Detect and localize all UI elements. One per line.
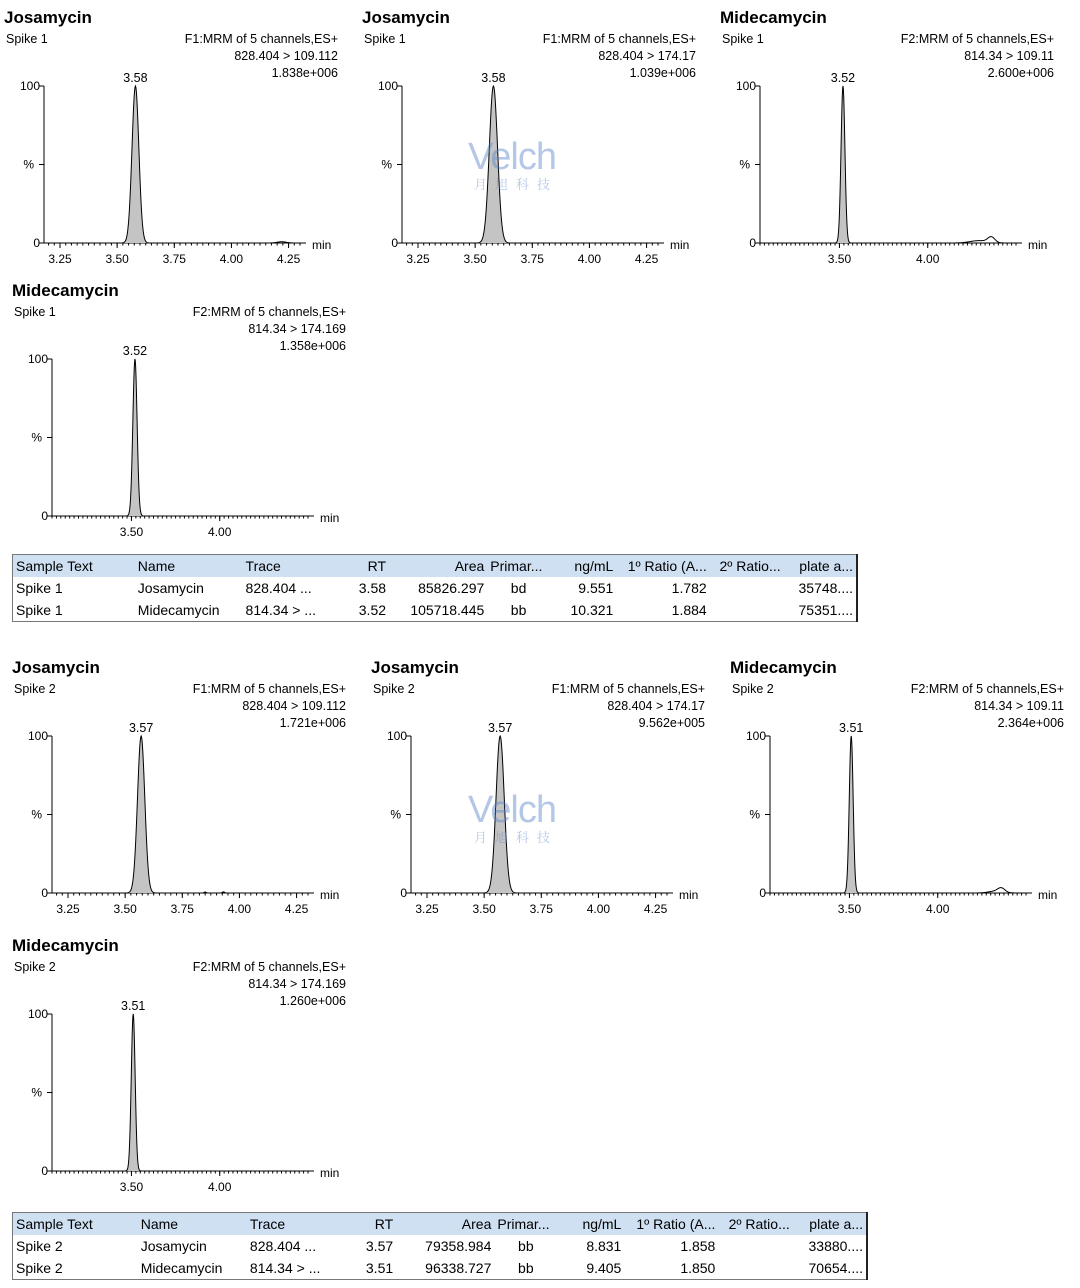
chromatogram-svg — [0, 5, 345, 265]
peak-area — [120, 86, 151, 243]
x-tick-label: 3.50 — [472, 902, 496, 916]
column-header[interactable]: plate a... — [784, 555, 857, 578]
table-cell — [710, 599, 784, 622]
y-tick-label: 0 — [41, 886, 48, 900]
x-axis-label: min — [1038, 888, 1058, 902]
x-tick-label: 4.00 — [219, 252, 244, 266]
channel-info-line: 814.34 > 174.169 — [248, 322, 346, 336]
table-header — [13, 1213, 868, 1236]
x-tick-label: 4.00 — [227, 902, 252, 916]
watermark-chinese-text: 月旭科技 — [474, 177, 559, 192]
table-row[interactable] — [13, 577, 858, 599]
y-axis-label: % — [390, 807, 401, 822]
channel-info-line: 1.721e+006 — [279, 716, 346, 730]
x-tick-label: 3.75 — [170, 902, 194, 916]
table-cell: 828.404 ... — [249, 1238, 317, 1254]
column-header[interactable]: ng/mL — [550, 555, 616, 578]
channel-info-line: 1.039e+006 — [629, 66, 696, 80]
y-tick-label: 100 — [377, 79, 398, 93]
y-tick-label: 100 — [386, 729, 407, 743]
y-axis-label: % — [23, 157, 34, 172]
chromatogram-panel — [726, 655, 1071, 915]
y-tick-label: 0 — [41, 509, 48, 523]
x-axis-label: min — [679, 888, 699, 902]
table-cell: 9.405 — [586, 1260, 622, 1276]
channel-info-line: 9.562e+005 — [638, 716, 705, 730]
chromatogram-panel — [8, 655, 353, 915]
chart-title: Josamycin — [12, 658, 100, 677]
chromatogram-trace — [44, 86, 300, 243]
chart-subtitle: Spike 2 — [14, 960, 56, 974]
table-cell: 75351.... — [798, 602, 853, 618]
table-cell: 1.782 — [671, 580, 707, 596]
x-axis-label: min — [320, 511, 340, 525]
x-tick-label: 4.00 — [586, 902, 611, 916]
column-header[interactable]: Area — [396, 1213, 494, 1236]
channel-info-line: 814.34 > 174.169 — [248, 977, 346, 991]
chromatogram-panel — [8, 933, 353, 1193]
table-header-row — [13, 555, 858, 578]
table-header-row — [13, 1213, 868, 1236]
x-tick-label: 3.50 — [119, 1180, 144, 1194]
x-axis-label: min — [320, 888, 340, 902]
channel-info-line: F2:MRM of 5 channels,ES+ — [192, 960, 346, 974]
column-header[interactable]: plate a... — [793, 1213, 867, 1236]
chart-title: Midecamycin — [12, 281, 119, 300]
y-tick-label: 0 — [41, 1164, 48, 1178]
table-cell: 1.858 — [680, 1238, 716, 1254]
peak-area — [482, 736, 519, 893]
table-cell: Spike 1 — [16, 602, 63, 618]
column-header[interactable]: Name — [138, 1213, 247, 1236]
chromatogram-svg — [358, 5, 703, 265]
table-cell: 79358.984 — [425, 1238, 492, 1254]
channel-info-line: 828.404 > 174.17 — [607, 699, 705, 713]
x-tick-label: 3.25 — [415, 902, 439, 916]
table-cell: 10.321 — [570, 602, 614, 618]
chromatogram-panel — [358, 5, 703, 265]
y-tick-label: 100 — [27, 729, 48, 743]
y-axis-label: % — [739, 157, 750, 172]
column-header[interactable]: Sample Text — [13, 555, 135, 578]
channel-info-line: F1:MRM of 5 channels,ES+ — [184, 32, 338, 46]
chromatogram-panel — [0, 5, 345, 265]
watermark-chinese-text: 月旭科技 — [474, 830, 559, 845]
table-row[interactable] — [13, 1257, 868, 1280]
column-header[interactable]: RT — [338, 555, 389, 578]
watermark-logo-text: Velch — [468, 136, 556, 178]
x-tick-label: 3.75 — [520, 252, 544, 266]
y-axis-label: % — [749, 807, 760, 822]
table-row[interactable] — [13, 599, 858, 622]
channel-info-line: 828.404 > 174.17 — [598, 49, 696, 63]
channel-info-line: 828.404 > 109.112 — [234, 49, 338, 63]
chart-title: Midecamycin — [720, 8, 827, 27]
y-axis-label: % — [381, 157, 392, 172]
peak-rt-label: 3.51 — [839, 721, 864, 735]
table-cell: 105718.445 — [410, 602, 485, 618]
table-cell: bb — [518, 1260, 534, 1276]
channel-info-line: 2.600e+006 — [987, 66, 1054, 80]
peak-rt-label: 3.57 — [128, 721, 154, 735]
channel-info-line: F1:MRM of 5 channels,ES+ — [192, 682, 346, 696]
y-axis-label: % — [31, 430, 42, 445]
y-axis-label: % — [31, 807, 42, 822]
channel-info-line: 814.34 > 109.11 — [974, 699, 1064, 713]
chromatogram-svg — [726, 655, 1071, 915]
chart-subtitle: Spike 2 — [373, 682, 415, 696]
table-cell: 9.551 — [578, 580, 614, 596]
x-tick-label: 4.25 — [284, 902, 309, 916]
chromatogram-svg — [8, 278, 353, 538]
chart-subtitle: Spike 1 — [6, 32, 48, 46]
peak-area — [842, 736, 859, 893]
chromatogram-trace — [52, 359, 308, 516]
chart-subtitle: Spike 1 — [364, 32, 406, 46]
table-cell: 3.52 — [358, 602, 387, 618]
channel-info-line: 1.260e+006 — [279, 994, 346, 1008]
chromatogram-panel — [8, 278, 353, 538]
y-tick-label: 100 — [27, 352, 48, 366]
peak-area — [125, 736, 158, 893]
channel-info-line: 2.364e+006 — [997, 716, 1064, 730]
table-cell: 828.404 ... — [245, 580, 312, 596]
peak-area — [834, 86, 851, 243]
x-axis-label: min — [670, 238, 690, 252]
y-tick-label: 100 — [19, 79, 40, 93]
column-header[interactable]: Primar... — [487, 555, 550, 578]
table-header — [13, 555, 858, 578]
channel-info-line: F2:MRM of 5 channels,ES+ — [900, 32, 1054, 46]
column-header[interactable]: Primar... — [494, 1213, 557, 1236]
table-cell: 35748.... — [798, 580, 853, 596]
table-cell: Midecamycin — [140, 1260, 223, 1276]
column-header[interactable]: ng/mL — [557, 1213, 624, 1236]
x-tick-label: 4.00 — [208, 525, 232, 539]
column-header[interactable]: RT — [344, 1213, 396, 1236]
channel-info-line: F1:MRM of 5 channels,ES+ — [551, 682, 705, 696]
table-body — [13, 1235, 868, 1280]
chromatogram-panel — [716, 5, 1061, 265]
x-tick-label: 3.75 — [162, 252, 186, 266]
table-cell: 70654.... — [808, 1260, 863, 1276]
x-tick-label: 3.25 — [56, 902, 80, 916]
y-tick-label: 0 — [400, 886, 407, 900]
x-axis-label: min — [1028, 238, 1048, 252]
column-header[interactable]: 1º Ratio (A... — [624, 1213, 718, 1236]
y-axis-label: % — [31, 1085, 42, 1100]
peak-area — [125, 359, 144, 516]
table-cell: bd — [510, 580, 527, 596]
y-tick-label: 100 — [745, 729, 766, 743]
x-tick-label: 3.50 — [463, 252, 487, 266]
column-header[interactable]: Sample Text — [13, 1213, 138, 1236]
table-cell: 814.34 > ... — [249, 1260, 321, 1276]
y-tick-label: 0 — [749, 236, 756, 250]
results-table — [12, 1212, 868, 1280]
channel-info-line: 814.34 > 109.11 — [964, 49, 1054, 63]
column-header[interactable]: Area — [389, 555, 487, 578]
x-tick-label: 4.25 — [634, 252, 659, 266]
peak-rt-label: 3.51 — [121, 999, 146, 1013]
x-tick-label: 4.25 — [643, 902, 668, 916]
chart-title: Midecamycin — [12, 936, 119, 955]
x-tick-label: 3.50 — [837, 902, 862, 916]
table-cell — [718, 1235, 792, 1257]
channel-info-line: 1.358e+006 — [279, 339, 346, 353]
chart-title: Josamycin — [362, 8, 450, 27]
chart-subtitle: Spike 2 — [732, 682, 774, 696]
peak-rt-label: 3.58 — [123, 71, 148, 85]
table-cell: 814.34 > ... — [245, 602, 316, 618]
table-cell: 1.884 — [671, 602, 707, 618]
x-tick-label: 3.25 — [406, 252, 430, 266]
channel-info-line: 1.838e+006 — [271, 66, 338, 80]
table-cell: 3.51 — [365, 1260, 394, 1276]
x-tick-label: 4.00 — [926, 902, 950, 916]
x-tick-label: 4.00 — [916, 252, 940, 266]
x-tick-label: 3.50 — [113, 902, 137, 916]
x-tick-label: 4.00 — [577, 252, 602, 266]
chromatogram-panel — [367, 655, 712, 915]
table-cell: 3.57 — [365, 1238, 394, 1254]
table-cell: Spike 1 — [16, 580, 63, 596]
chromatogram-trace — [760, 86, 1016, 243]
channel-info-line: F2:MRM of 5 channels,ES+ — [192, 305, 346, 319]
chromatogram-svg — [367, 655, 712, 915]
x-tick-label: 3.75 — [529, 902, 553, 916]
column-header[interactable]: 1º Ratio (A... — [616, 555, 709, 578]
table-row[interactable] — [13, 1235, 868, 1257]
chromatogram-svg — [716, 5, 1061, 265]
column-header[interactable]: Name — [135, 555, 243, 578]
x-axis-label: min — [312, 238, 332, 252]
channel-info-line: F2:MRM of 5 channels,ES+ — [910, 682, 1064, 696]
column-header[interactable]: 2º Ratio... — [710, 555, 784, 578]
table-cell: bb — [518, 1238, 534, 1254]
column-header[interactable]: Trace — [247, 1213, 344, 1236]
chart-title: Josamycin — [371, 658, 459, 677]
y-tick-label: 0 — [759, 886, 766, 900]
x-tick-label: 3.50 — [119, 525, 144, 539]
table-cell: 85826.297 — [418, 580, 485, 596]
y-tick-label: 0 — [391, 236, 398, 250]
chart-subtitle: Spike 1 — [14, 305, 56, 319]
peak-rt-label: 3.52 — [122, 344, 148, 358]
peak-area — [124, 1014, 141, 1171]
chromatogram-svg — [8, 655, 353, 915]
table-cell: 3.58 — [358, 580, 387, 596]
chromatogram-trace — [52, 1014, 308, 1171]
column-header[interactable]: 2º Ratio... — [718, 1213, 792, 1236]
channel-info-line: 828.404 > 109.112 — [242, 699, 346, 713]
table-cell: Spike 2 — [16, 1260, 63, 1276]
table-cell: 33880.... — [808, 1238, 863, 1254]
watermark-logo-text: Velch — [468, 789, 556, 831]
chromatogram-trace — [770, 736, 1026, 893]
x-tick-label: 3.50 — [827, 252, 852, 266]
table-cell — [718, 1257, 792, 1280]
peak-rt-label: 3.57 — [487, 721, 513, 735]
chromatogram-trace — [52, 736, 308, 893]
chromatogram-trace — [411, 736, 667, 893]
x-tick-label: 4.00 — [208, 1180, 232, 1194]
table-cell: Midecamycin — [137, 602, 220, 618]
x-tick-label: 3.25 — [48, 252, 72, 266]
chart-title: Midecamycin — [730, 658, 837, 677]
x-tick-label: 3.50 — [105, 252, 129, 266]
table-cell: Spike 2 — [16, 1238, 63, 1254]
chromatogram-trace — [402, 86, 658, 243]
x-tick-label: 4.25 — [276, 252, 301, 266]
y-tick-label: 100 — [735, 79, 756, 93]
column-header[interactable]: Trace — [243, 555, 339, 578]
table-cell: 1.850 — [680, 1260, 716, 1276]
table-body — [13, 577, 858, 622]
table-cell: 8.831 — [586, 1238, 622, 1254]
y-tick-label: 0 — [33, 236, 40, 250]
x-axis-label: min — [320, 1166, 340, 1180]
table-cell: Josamycin — [140, 1238, 207, 1254]
table-cell: Josamycin — [137, 580, 204, 596]
peak-area — [475, 86, 512, 243]
chart-title: Josamycin — [4, 8, 92, 27]
peak-rt-label: 3.52 — [830, 71, 856, 85]
peak-rt-label: 3.58 — [481, 71, 506, 85]
chart-subtitle: Spike 2 — [14, 682, 56, 696]
table-cell — [710, 577, 784, 599]
results-table — [12, 554, 858, 622]
chromatogram-svg — [8, 933, 353, 1193]
y-tick-label: 100 — [27, 1007, 48, 1021]
table-cell: 96338.727 — [425, 1260, 492, 1276]
table-cell: bb — [510, 602, 527, 618]
channel-info-line: F1:MRM of 5 channels,ES+ — [542, 32, 696, 46]
chart-subtitle: Spike 1 — [722, 32, 764, 46]
